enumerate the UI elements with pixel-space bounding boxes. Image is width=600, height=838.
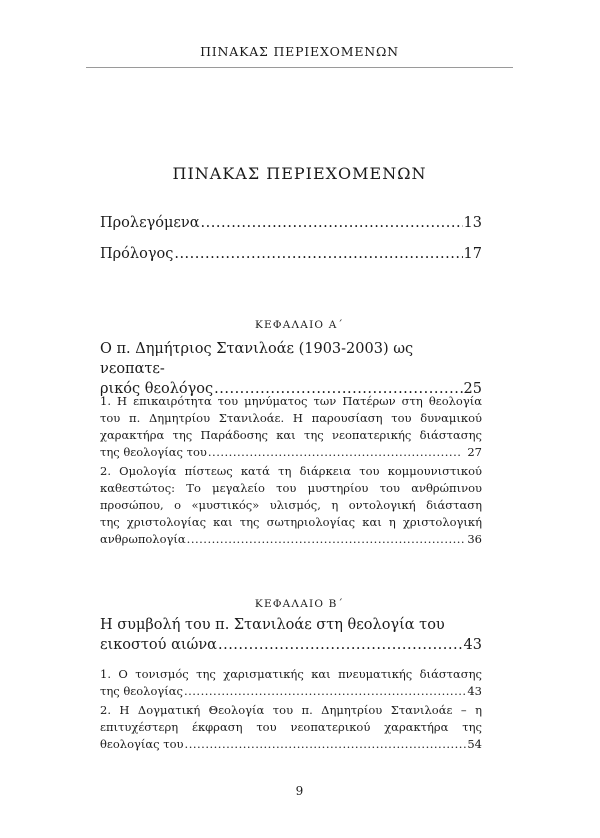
chapter-page: 25	[463, 381, 482, 397]
chapter-title-line: Η συμβολή του π. Στανιλοάε στη θεολογία του	[100, 617, 445, 633]
toc-entry-prolegomena[interactable]	[100, 212, 482, 234]
section-text: θεολογίας του	[100, 737, 184, 751]
section-text: ανθρωπολογία	[100, 532, 186, 546]
chapter-title-text: εικοστού αιώνα	[100, 637, 217, 653]
page-number: 9	[295, 784, 304, 798]
section-line: του π. Δημητρίου Στανιλοάε. Η παρουσίαση του δυναμικού	[100, 411, 482, 425]
entry-label: Πρόλογος	[100, 246, 174, 262]
section-line: προσώπου, ο «μυστικός» υλισμός, η οντολογική διάσταση	[100, 498, 482, 512]
section-line-last	[100, 444, 482, 461]
entry-page: 13	[463, 215, 482, 231]
chapter-b-label: ΚΕΦΑΛΑΙΟ Β΄	[254, 598, 345, 610]
section-page: 54	[467, 737, 482, 751]
dot-leader	[208, 444, 460, 461]
chapter-b-title[interactable]	[100, 615, 482, 655]
chapter-b-section-2[interactable]	[100, 702, 482, 753]
entry-page: 17	[463, 246, 482, 262]
chapter-a-label: ΚΕΦΑΛΑΙΟ Α΄	[255, 319, 344, 331]
section-text: της θεολογίας του	[100, 445, 207, 459]
chapter-title-text: ρικός θεολόγος	[100, 381, 214, 397]
section-line-last	[100, 683, 482, 700]
dot-leader	[201, 212, 463, 234]
chapter-title-line: Ο π. Δημήτριος Στανιλοάε (1903-2003) ως νεοπατε-	[100, 341, 414, 377]
chapter-b-section-1[interactable]	[100, 666, 482, 700]
chapter-a-section-1[interactable]	[100, 393, 482, 461]
dot-leader	[218, 635, 463, 655]
section-line: 1. Ο τονισμός της χαρισματικής και πνευματικής διάστασης	[100, 667, 482, 681]
toc-title: ΠΙΝΑΚΑΣ ΠΕΡΙΕΧΟΜΕΝΩΝ	[172, 164, 427, 183]
chapter-a-title[interactable]	[100, 339, 482, 399]
dot-leader	[187, 531, 467, 548]
section-page: 36	[467, 532, 482, 546]
section-line: της χριστολογίας και της σωτηριολογίας και η χριστολογική	[100, 515, 482, 529]
section-line: καθεστώτος: Το μεγαλείο του μυστηρίου του ανθρώπινου	[100, 481, 482, 495]
entry-label: Προλεγόμενα	[100, 215, 200, 231]
section-line: 1. Η επικαιρότητα του μηνύματος των Πατέρων στη θεολογία	[100, 394, 482, 408]
chapter-page: 43	[463, 637, 482, 653]
chapter-a-section-2[interactable]	[100, 463, 482, 548]
section-line: επιτυχέστερη έκφραση του νεοπατερικού χαρακτήρα της	[100, 720, 482, 734]
dot-leader	[174, 243, 462, 265]
section-page: 43	[467, 684, 482, 698]
section-text: της θεολογίας	[100, 684, 183, 698]
toc-entry-prologos[interactable]	[100, 243, 482, 265]
dot-leader	[185, 736, 467, 753]
section-line: χαρακτήρα της Παράδοσης και της νεοπατερικής διάστασης	[100, 428, 482, 442]
section-line-last	[100, 531, 482, 548]
chapter-title-line-last	[100, 635, 482, 655]
section-line: 2. Ομολογία πίστεως κατά τη διάρκεια του κομμουνιστικού	[100, 464, 482, 478]
running-head: ΠΙΝΑΚΑΣ ΠΕΡΙΕΧΟΜΕΝΩΝ	[200, 44, 399, 59]
section-line-last	[100, 736, 482, 753]
section-page: 27	[467, 445, 482, 459]
header-rule	[86, 67, 513, 68]
section-line: 2. Η Δογματική Θεολογία του π. Δημητρίου Στανιλοάε – η	[100, 703, 482, 717]
dot-leader	[184, 683, 466, 700]
